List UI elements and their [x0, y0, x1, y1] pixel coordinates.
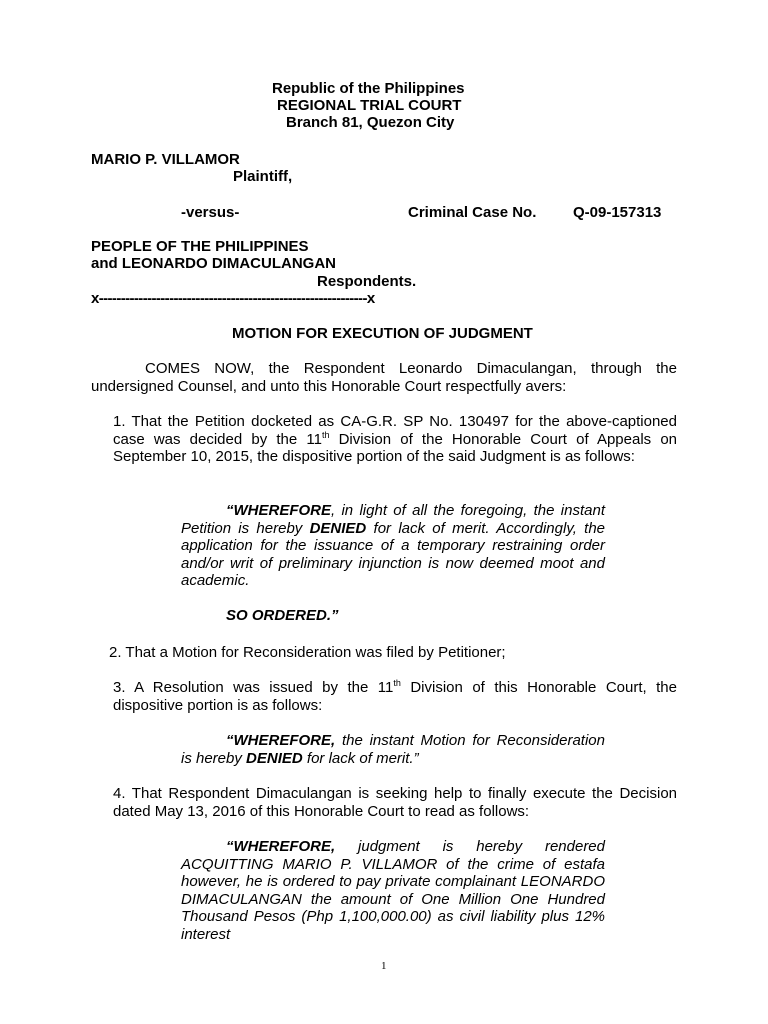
respondent-line-2: and LEONARDO DIMACULANGAN	[91, 255, 336, 272]
paragraph-1-sup: th	[321, 429, 330, 440]
respondent-line-1: PEOPLE OF THE PHILIPPINES	[91, 238, 309, 255]
paragraph-1-text-cont: Division of the Honorable Court of Appeals on September 10, 2015, the dispositive portion of the said Judgment is as follows:	[113, 430, 678, 465]
quote-2	[181, 732, 605, 767]
paragraph-3-text: 3. A Resolution was issued by the 11	[113, 679, 394, 696]
header-republic: Republic of the Philippines	[272, 80, 465, 97]
document-title: MOTION FOR EXECUTION OF JUDGMENT	[232, 325, 533, 342]
paragraph-2: 2. That a Motion for Reconsideration was filed by Petitioner;	[109, 644, 506, 661]
plaintiff-role: Plaintiff,	[233, 168, 293, 185]
quote-1-so-ordered: SO ORDERED.”	[226, 607, 339, 624]
paragraph-3-sup: th	[393, 678, 401, 688]
quote-1-text-cont: for lack of merit. Accordingly, the application for the issuance of a temporary restraining order and/or writ of preliminary injunction is now deemed moot and academic.	[181, 519, 606, 589]
intro-paragraph: COMES NOW, the Respondent Leonardo Dimaculangan, through the undersigned Counsel, and unto this Honorable Court respectfully avers:	[91, 360, 677, 395]
quote-3	[181, 838, 605, 943]
header-court: REGIONAL TRIAL COURT	[277, 97, 462, 114]
paragraph-1	[113, 413, 677, 466]
quote-1-denied: DENIED	[309, 519, 367, 537]
case-label: Criminal Case No.	[408, 204, 537, 221]
quote-2-denied: DENIED	[246, 749, 303, 767]
paragraph-3	[113, 679, 677, 714]
case-number: Q-09-157313	[573, 204, 662, 221]
page-number: 1	[381, 960, 387, 972]
paragraph-1-text: 1. That the Petition docketed as CA-G.R. SP No. 130497 for the above-captioned case was decided by the 11	[113, 413, 677, 448]
quote-2-wherefore: “WHEREFORE,	[226, 732, 336, 749]
quote-1-text: , in light of all the foregoing, the instant Petition is hereby	[181, 502, 605, 537]
paragraph-4: 4. That Respondent Dimaculangan is seeking help to finally execute the Decision dated May 13, 2016 of this Honorable Court to read as follows:	[113, 785, 677, 820]
paragraph-3-text-cont: Division of this Honorable Court, the dispositive portion is as follows:	[113, 679, 677, 714]
quote-3-wherefore: “WHEREFORE,	[226, 838, 336, 855]
versus-label: -versus-	[181, 204, 240, 221]
quote-2-text-cont: for lack of merit.”	[302, 749, 419, 767]
quote-1-wherefore: “WHEREFORE	[226, 502, 331, 519]
plaintiff-name: MARIO P. VILLAMOR	[91, 151, 240, 168]
quote-3-text: judgment is hereby rendered ACQUITTING MARIO P. VILLAMOR of the crime of estafa however, he is ordered to pay private complainant LEONARDO DIMACULANGAN the amount of One Million One Hundred Thousand Pesos (Php 1,100,000.00) as civil liability plus 12% interest	[181, 838, 605, 943]
header-branch: Branch 81, Quezon City	[286, 114, 455, 131]
quote-1	[181, 502, 605, 590]
quote-2-text: the instant Motion for Reconsideration is hereby	[181, 732, 605, 767]
caption-separator: x-------------------------------------------------------------x	[91, 290, 375, 307]
respondent-role: Respondents.	[317, 273, 417, 290]
